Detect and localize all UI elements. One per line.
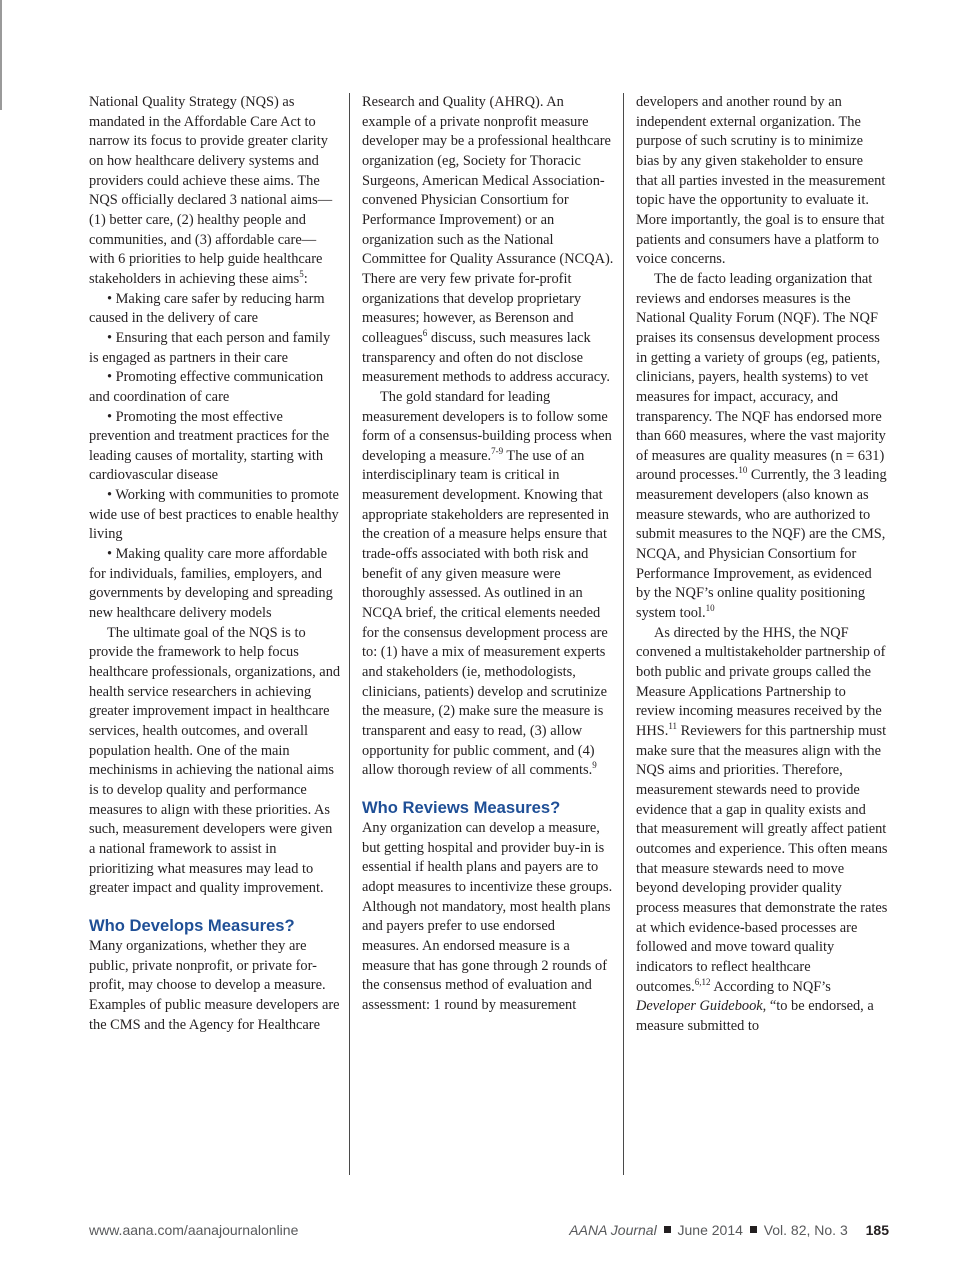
journal-citation [569, 1222, 889, 1238]
volume-number: Vol. 82, No. 3 [763, 1222, 848, 1238]
paragraph: developers and another round by an independent external organization. The purpose of such scrutiny is to minimize bias by any given stakeholder to ensure that all parties invested in the measurement topic have the opportunity to evaluate it. More importantly, the goal is to ensure that patients and consumers have a platform to voice concerns. [636, 94, 886, 268]
paragraph-text: Currently, the 3 leading measurement developers (also known as measure stewards, who are authorized to submit measures to the NQF) are the CMS, NCQA, and Physician Consortium for Performance Improvement, as evidenced by the NQF’s online quality positioning system tool. [636, 467, 887, 622]
paragraph-text: Research and Quality (AHRQ). An example of a private nonprofit measure developer may be a professional healthcare organization (eg, Society for Thoracic Surgeons, American Medical Association-convened Physician Consortium for Performance Improvement) or an organization such as the National Committee for Quality Assurance (NCQA). There are very few private for-profit organizations that develop proprietary measures; however, as Berenson and colleagues [362, 94, 614, 346]
column-divider-2 [623, 93, 624, 1175]
section-heading: Who Develops Measures? [89, 915, 295, 935]
paragraph [636, 270, 888, 624]
paragraph [636, 624, 888, 1037]
paragraph: The ultimate goal of the NQS is to provide the framework to help focus healthcare professionals, organizations, and health service researchers in achieving greater improvement impact in healthcare services, health outcomes, and overall population health. One of the main mechinisms in achieving the national aims is to develop quality and performance measures to align with these priorities. As such, measurement developers were given a national framework to assist in prioritizing what measures may lead to greater impact and quality improvement. [89, 624, 341, 897]
paragraph-text: discuss, such measures lack transparency and often do not disclose measurement methods to address accuracy. [362, 329, 611, 386]
book-title: Developer Guidebook [636, 998, 763, 1015]
paragraph-text: According to NQF’s [710, 978, 831, 995]
bullet-item: • Making quality care more affordable for individuals, families, employers, and governments by developing and spreading new healthcare delivery models [89, 546, 333, 622]
citation-ref: 9 [592, 760, 597, 771]
separator-square-icon [750, 1226, 757, 1233]
citation-ref: 11 [668, 721, 678, 732]
paragraph-text: The gold standard for leading measurement developers is to follow some form of a consensus-building process when developing a measure. [362, 388, 612, 464]
page-footer [89, 1222, 889, 1242]
citation-ref: 6 [422, 328, 428, 339]
paragraph-text: The use of an interdisciplinary team is critical in measurement development. Knowing that appropriate stakeholders are represented in the creation of a measure helps ensure that trade-offs associated with both risk and benefit of any given measure were thoroughly assessed. As outlined in an NCQA brief, the critical elements needed for the consensus development process are to: (1) have a mix of measurement experts and stakeholders (ie, methodologists, clinicians, patients) develop and scrutinize the measure, (2) make sure the measure is transparent and easy to read, (3) allow opportunity for public comment, and (4) allow thorough review of all comments. [362, 447, 609, 779]
bullet-item: • Promoting the most effective prevention and treatment practices for the leading causes of mortality, starting with cardiovascular disease [89, 408, 330, 484]
column-2 [362, 93, 614, 1016]
bullet-item: • Ensuring that each person and family is engaged as partners in their care [89, 329, 331, 366]
citation-ref: 10 [705, 603, 715, 614]
separator-square-icon [664, 1226, 671, 1233]
page-edge-mark [0, 0, 2, 110]
journal-name: AANA Journal [569, 1222, 657, 1238]
paragraph [362, 93, 614, 388]
paragraph: Any organization can develop a measure, but getting hospital and provider buy-in is essential if health plans and payers are to adopt measures to incentivize these groups. Although not mandatory, most health plans and payers prefer to use endorsed measures. An endorsed measure is a measure that has gone through 2 rounds of the consensus method of evaluation and assessment: 1 round by measurement [362, 819, 613, 1013]
paragraph [89, 93, 341, 290]
bullet-item: • Promoting effective communication and coordination of care [89, 369, 324, 405]
paragraph-text: : [303, 270, 308, 287]
journal-url: www.aana.com/aanajournalonline [89, 1222, 299, 1238]
column-divider-1 [349, 93, 350, 1175]
paragraph-text: Reviewers for this partnership must make sure that the measures align with the NQS aims and priorities. Therefore, measurement stewards need to provide evidence that a gap in quality exists and that measurement will greatly affect patient outcomes and experience. This often means that measure stewards need to move beyond developing provider quality process measures that demonstrate the rates at which evidence-based processes are followed and move toward quality indicators to reflect healthcare outcomes. [636, 723, 888, 995]
citation-ref: 7-9 [491, 446, 504, 457]
bullet-item: • Making care safer by reducing harm caused in the delivery of care [89, 290, 325, 327]
column-1 [89, 93, 341, 1035]
paragraph-text: The de facto leading organization that reviews and endorses measures is the National Quality Forum (NQF). The NQF praises its consensus development process in getting a variety of groups (eg, patients, clinicians, payers, health systems) to vet measures for impact, accuracy, and transparency. The NQF has endorsed more than 660 measures, where the vast majority of measures are quality measures (n = 631) around processes. [636, 270, 886, 484]
citation-ref: 10 [738, 465, 748, 476]
paragraph-text: As directed by the HHS, the NQF convened a multistakeholder partnership of both public and private groups called the Measure Applications Partnership to review incoming measures received by the HHS. [636, 624, 886, 739]
citation-ref: 5 [299, 269, 304, 280]
paragraph: Many organizations, whether they are public, private nonprofit, or private for-profit, may choose to develop a measure. Examples of public measure developers are the CMS and the Agency for Healthcare [89, 937, 340, 1033]
column-3 [636, 93, 888, 1037]
section-heading: Who Reviews Measures? [362, 797, 561, 817]
paragraph-text: National Quality Strategy (NQS) as mandated in the Affordable Care Act to narrow its focus to provide greater clarity on how healthcare delivery systems and providers could achieve these aims. The NQS officially declared 3 national aims—(1) better care, (2) healthy people and communities, and (3) affordable care—with 6 priorities to help guide healthcare stakeholders in achieving these aims [89, 94, 333, 287]
paragraph-text: , “to be endorsed, a measure submitted to [636, 998, 874, 1034]
citation-ref: 6,12 [694, 976, 711, 987]
page-number: 185 [865, 1222, 889, 1238]
issue-date: June 2014 [677, 1222, 743, 1238]
paragraph [362, 388, 614, 781]
bullet-item: • Working with communities to promote wide use of best practices to enable healthy living [89, 487, 339, 543]
